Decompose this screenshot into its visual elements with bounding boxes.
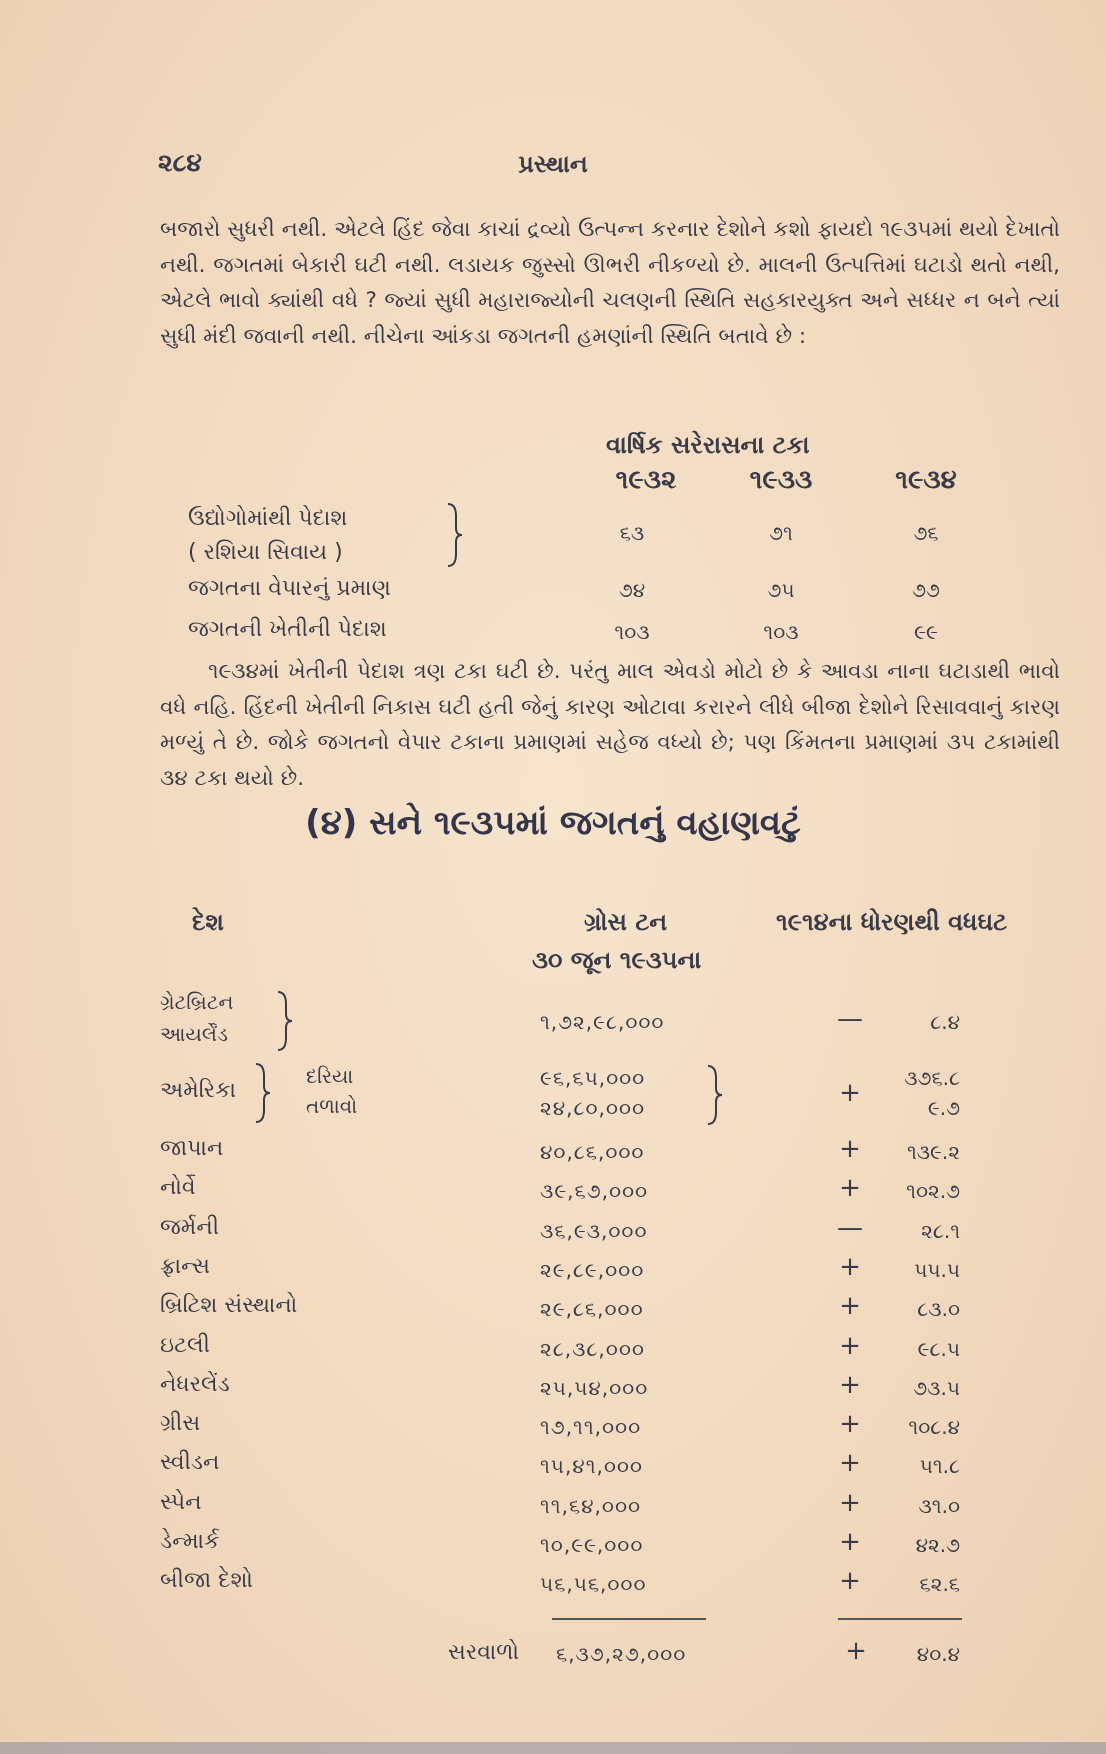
country-change: ૭૩.૫ bbox=[913, 1376, 960, 1400]
country-name: સ્વીડન bbox=[160, 1450, 220, 1475]
country-sign: + bbox=[839, 1173, 861, 1203]
country-tons: ૨૯,૮૯,૦૦૦ bbox=[540, 1258, 645, 1282]
country-tons: ૪૦,૮૬,૦૦૦ bbox=[540, 1140, 645, 1164]
us-label: અમેરિકા bbox=[160, 1078, 237, 1103]
table1-row2-value-3: ૭૭ bbox=[912, 578, 940, 602]
country-sign: + bbox=[839, 1252, 861, 1282]
gb-sign: — bbox=[837, 1004, 863, 1034]
gb-label-line1: ગ્રેટબ્રિટન bbox=[160, 990, 234, 1014]
table2-header-tons: ગ્રોસ ટન bbox=[584, 908, 668, 936]
table2-header-change: ૧૯૧૪ના ધોરણથી વધઘટ bbox=[776, 908, 1008, 936]
gb-brace bbox=[274, 990, 296, 1052]
country-sign: — bbox=[837, 1213, 863, 1243]
table1-row1-brace bbox=[444, 502, 466, 568]
country-sign: + bbox=[839, 1370, 861, 1400]
country-tons: ૧૭,૧૧,૦૦૦ bbox=[540, 1415, 642, 1439]
table2-header-country: દેશ bbox=[192, 908, 224, 936]
paragraph-1: બજારો સુધરી નથી. એટલે હિંદ જેવા કાચાં દ્રવ્યો ઉત્પન્ન કરનાર દેશોને કશો ફાયદો ૧૯૩૫માં થયો દેખાતો નથી. જગતમાં બેકારી ઘટી નથી. લડાયક જુસ્સો ઊભરી નીકળ્યો છે. માલની ઉત્પત્તિમાં ઘટાડો થતો નથી, એટલે ભાવો ક્યાંથી વધે ? જ્યાં સુધી મહારાજ્યોની ચલણની સ્થિતિ સહકારયુક્ત અને સધ્ધર ન બને ત્યાં સુધી મંદી જવાની નથી. નીચેના આંકડા જગતની હમણાંની સ્થિતિ બતાવે છે : bbox=[160, 217, 1060, 349]
tons-total-rule bbox=[552, 1618, 706, 1620]
table1-row3-value-1: ૧૦૩ bbox=[614, 620, 650, 644]
country-sign: + bbox=[839, 1331, 861, 1361]
table1-year-2: ૧૯૩૩ bbox=[749, 465, 813, 495]
total-change: ૪૦.૪ bbox=[916, 1642, 960, 1666]
us-sea-label: દરિયા bbox=[306, 1064, 354, 1088]
table1-title: વાર્ષિક સરેરાસના ટકા bbox=[606, 431, 810, 459]
us-brace bbox=[252, 1062, 274, 1124]
table1-row1-label-line1: ઉદ્યોગોમાંથી પેદાશ bbox=[188, 506, 348, 531]
country-sign: + bbox=[839, 1409, 861, 1439]
table1-row3-value-2: ૧૦૩ bbox=[763, 620, 799, 644]
country-name: ફ્રાન્સ bbox=[160, 1254, 210, 1279]
country-name: નેધરલેંડ bbox=[160, 1372, 230, 1397]
table1-row3-label: જગતની ખેતીની પેદાશ bbox=[188, 617, 387, 642]
country-change: ૧૩૯.૨ bbox=[906, 1140, 960, 1164]
country-tons: ૨૯,૮૬,૦૦૦ bbox=[540, 1297, 644, 1321]
country-sign: + bbox=[839, 1488, 861, 1518]
country-tons: ૨૫,૫૪,૦૦૦ bbox=[540, 1376, 649, 1400]
gb-change: ૮.૪ bbox=[930, 1010, 960, 1034]
page-number: ૨૮૪ bbox=[158, 148, 202, 177]
country-sign: + bbox=[839, 1448, 861, 1478]
table1-row1-label-line2: ( રશિયા સિવાય ) bbox=[188, 540, 343, 565]
table1-row2-value-1: ૭૪ bbox=[618, 578, 646, 602]
country-change: ૧૦૮.૪ bbox=[908, 1415, 960, 1439]
table1-row1-value-2: ૭૧ bbox=[769, 521, 793, 545]
country-sign: + bbox=[839, 1566, 861, 1596]
country-tons: ૧૧,૬૪,૦૦૦ bbox=[540, 1494, 642, 1518]
country-tons: ૧૦,૯૯,૦૦૦ bbox=[540, 1533, 644, 1557]
us-lake-change: ૯.૭ bbox=[927, 1096, 960, 1120]
us-lake-tons: ૨૪,૮૦,૦૦૦ bbox=[540, 1096, 646, 1120]
country-change: ૮૩.૦ bbox=[917, 1297, 960, 1321]
country-change: ૩૧.૦ bbox=[918, 1494, 960, 1518]
country-name: ડેન્માર્ક bbox=[160, 1529, 220, 1554]
country-change: ૨૮.૧ bbox=[921, 1219, 960, 1243]
country-sign: + bbox=[839, 1134, 861, 1164]
table2-header-tons-sub: ૩૦ જૂન ૧૯૩૫ના bbox=[532, 946, 702, 974]
table1-year-1: ૧૯૩૨ bbox=[615, 465, 677, 495]
country-name: બ્રિટિશ સંસ્થાનો bbox=[160, 1293, 298, 1318]
country-change: ૫૧.૮ bbox=[919, 1454, 960, 1478]
country-change: ૫૫.૫ bbox=[914, 1258, 960, 1282]
us-sea-change: ૩૭૬.૮ bbox=[904, 1066, 960, 1090]
total-tons: ૬,૩૭,૨૭,૦૦૦ bbox=[556, 1642, 687, 1666]
total-label: સરવાળો bbox=[448, 1640, 519, 1665]
table1-row2-label: જગતના વેપારનું પ્રમાણ bbox=[188, 576, 391, 601]
table1-year-3: ૧૯૩૪ bbox=[895, 465, 957, 495]
us-sign: + bbox=[839, 1078, 861, 1108]
running-title: પ્રસ્થાન bbox=[518, 150, 588, 178]
section-heading: (૪) સને ૧૯૩૫માં જગતનું વહાણવટું bbox=[305, 803, 801, 843]
gb-label-line2: આયર્લેંડ bbox=[160, 1022, 228, 1046]
change-total-rule bbox=[838, 1618, 962, 1620]
us-tons-brace bbox=[706, 1064, 726, 1126]
country-tons: ૧૫,૪૧,૦૦૦ bbox=[540, 1454, 643, 1478]
scan-edge bbox=[0, 1742, 1106, 1754]
country-change: ૧૦૨.૭ bbox=[906, 1179, 960, 1203]
us-sea-tons: ૯૬,૬૫,૦૦૦ bbox=[540, 1066, 646, 1090]
country-name: બીજા દેશો bbox=[160, 1568, 253, 1593]
country-tons: ૩૯,૬૭,૦૦૦ bbox=[540, 1179, 649, 1203]
paragraph-2: ૧૯૩૪માં ખેતીની પેદાશ ત્રણ ટકા ઘટી છે. પરંતુ માલ એવડો મોટો છે કે આવડા નાના ઘટાડાથી ભાવો વધે નહિ. હિંદની ખેતીની નિકાસ ઘટી હતી જેનું કારણ ઓટાવા કરારને લીધે બીજા દેશોને રિસાવવાનું કારણ મળ્યું તે છે. જોકે જગતનો વેપાર ટકાના પ્રમાણમાં સહેજ વધ્યો છે; પણ કિંમતના પ્રમાણમાં ૩૫ ટકામાંથી ૩૪ ટકા થયો છે. bbox=[160, 659, 1060, 791]
country-sign: + bbox=[839, 1291, 861, 1321]
country-name: સ્પેન bbox=[160, 1490, 202, 1515]
country-name: જર્મની bbox=[160, 1215, 220, 1240]
country-name: જાપાન bbox=[160, 1136, 224, 1161]
country-name: ગ્રીસ bbox=[160, 1411, 201, 1436]
country-name: ઇટલી bbox=[160, 1333, 210, 1358]
us-lake-label: તળાવો bbox=[306, 1094, 358, 1118]
country-sign: + bbox=[839, 1527, 861, 1557]
country-tons: ૫૬,૫૬,૦૦૦ bbox=[540, 1572, 647, 1596]
table1-row2-value-2: ૭૫ bbox=[767, 578, 795, 602]
gb-tons: ૧,૭૨,૯૮,૦૦૦ bbox=[540, 1010, 665, 1034]
table1-row3-value-3: ૯૯ bbox=[914, 620, 938, 644]
country-tons: ૨૮,૩૮,૦૦૦ bbox=[540, 1337, 645, 1361]
country-tons: ૩૬,૯૩,૦૦૦ bbox=[540, 1219, 648, 1243]
table1-row1-value-3: ૭૬ bbox=[913, 521, 939, 545]
table1-row1-value-1: ૬૩ bbox=[619, 521, 645, 545]
country-change: ૬૨.૬ bbox=[919, 1572, 960, 1596]
country-change: ૯૮.૫ bbox=[917, 1337, 960, 1361]
total-sign: + bbox=[845, 1636, 867, 1666]
country-change: ૪૨.૭ bbox=[915, 1533, 960, 1557]
country-name: નોર્વે bbox=[160, 1175, 196, 1200]
